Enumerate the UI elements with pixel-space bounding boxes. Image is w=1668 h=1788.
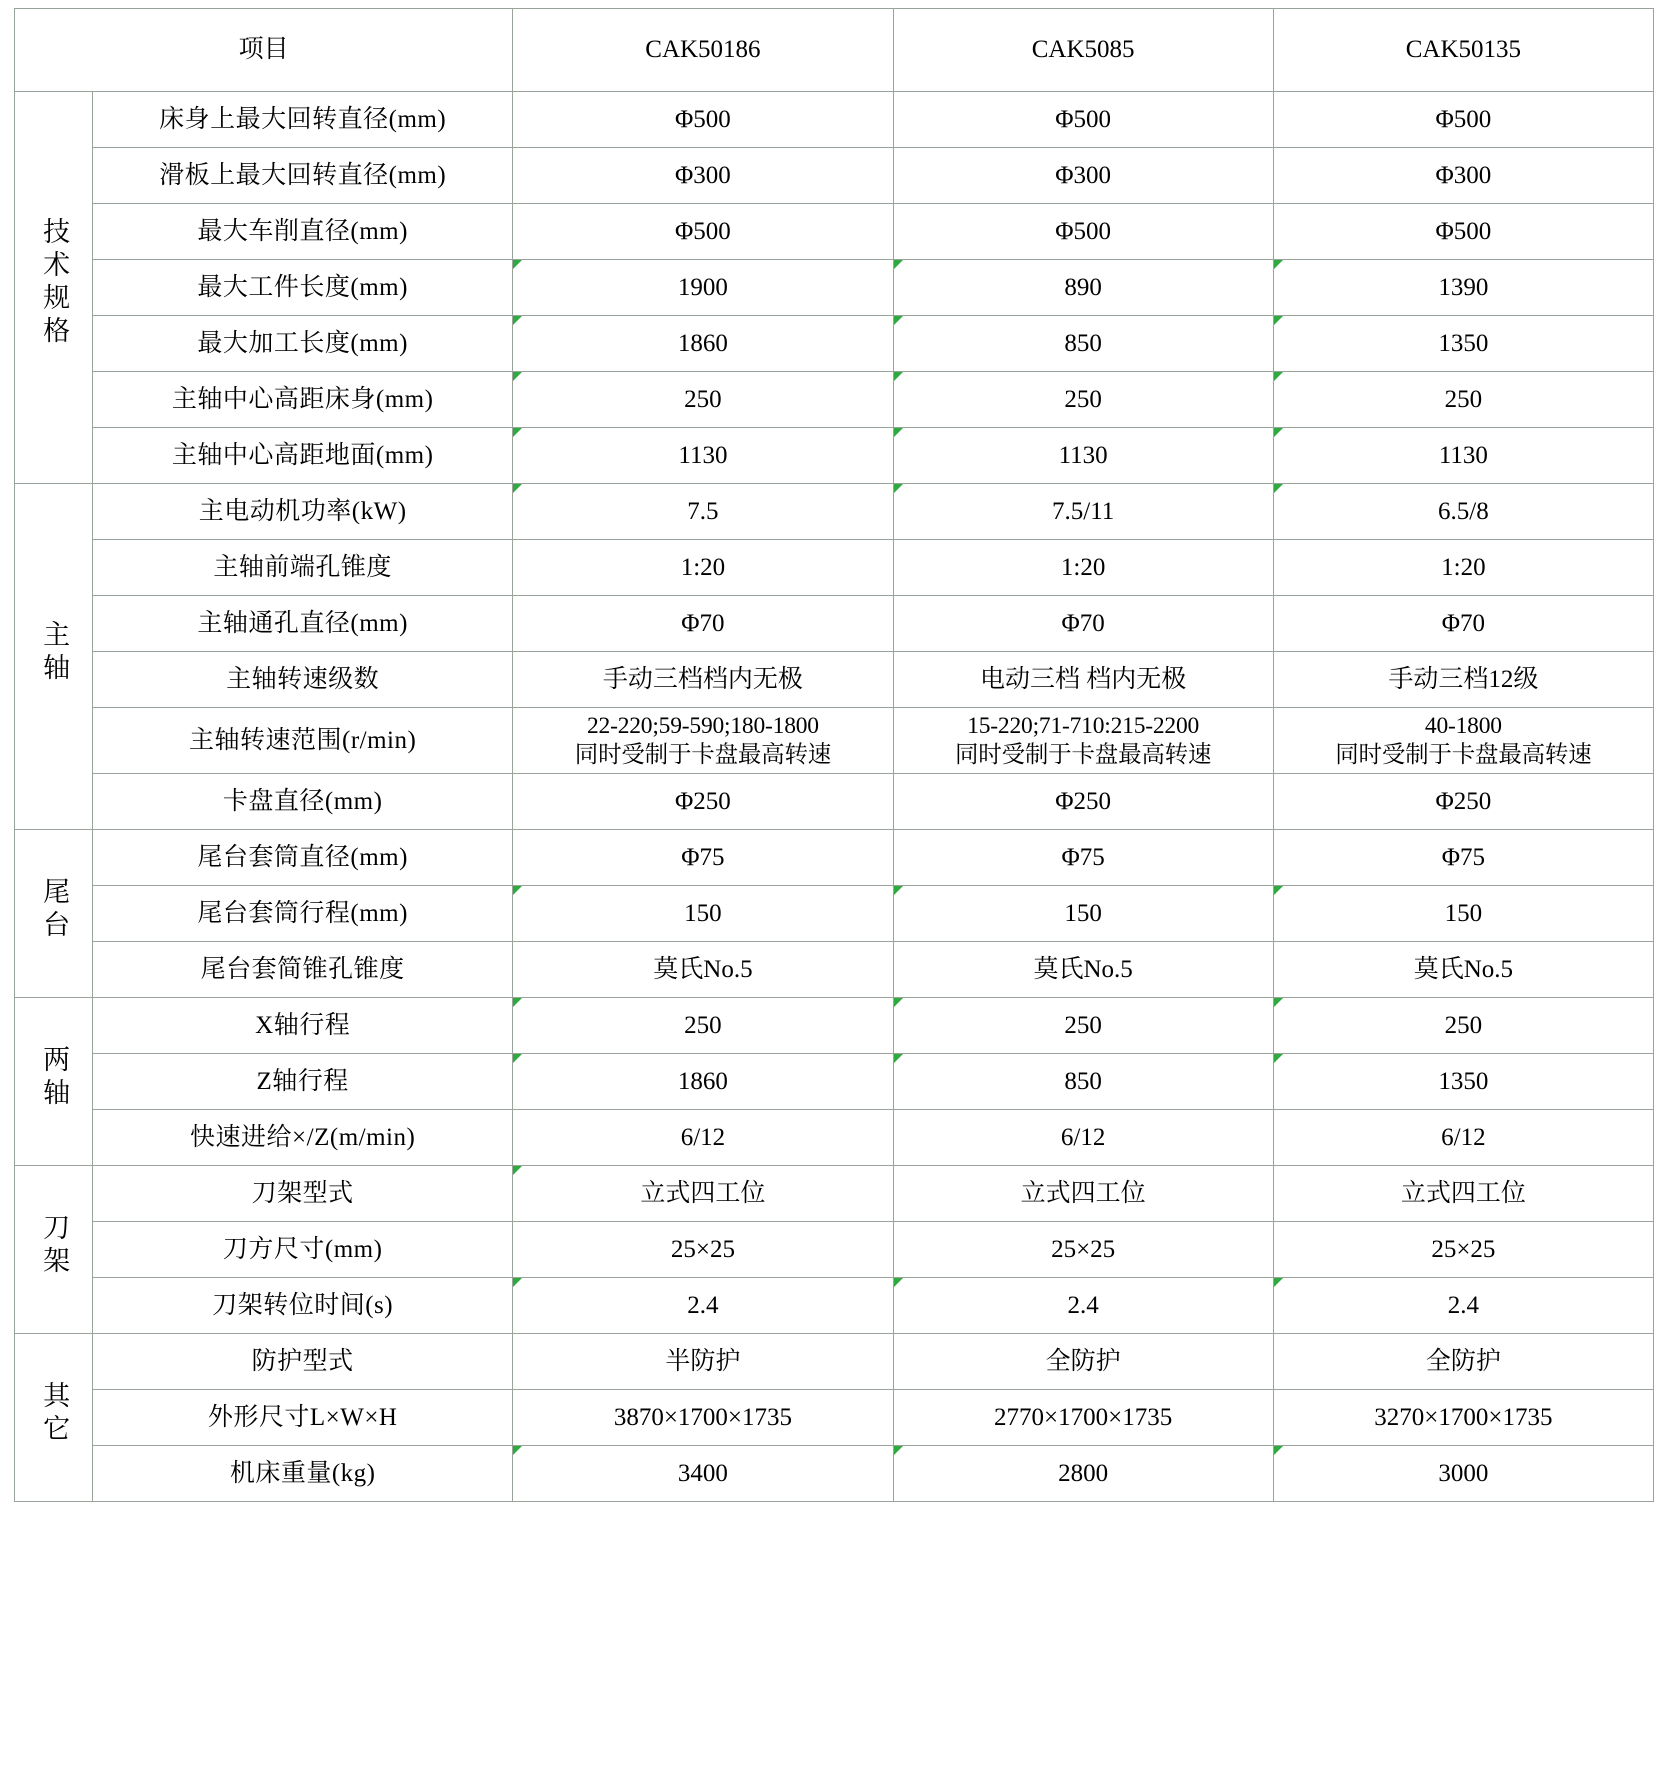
group-label-cell — [15, 830, 93, 998]
row-value-multiline — [1276, 712, 1651, 769]
group-label-cell — [15, 92, 93, 484]
header-cell-model: CAK50135 — [1273, 9, 1653, 92]
row-item-label: 主轴中心高距地面(mm) — [93, 428, 513, 484]
row-value-cell: 25×25 — [893, 1222, 1273, 1278]
row-value-cell: 3000 — [1273, 1446, 1653, 1502]
row-value-line: 22-220;59-590;180-1800 — [586, 713, 819, 739]
row-item-label: 主电动机功率(kW) — [93, 484, 513, 540]
row-value-cell: 2770×1700×1735 — [893, 1390, 1273, 1446]
row-value-cell: 6/12 — [513, 1110, 893, 1166]
group-label-cell — [15, 1166, 93, 1334]
row-value-cell: 莫氏No.5 — [1273, 942, 1653, 998]
row-value-cell: 1390 — [1273, 260, 1653, 316]
table-row — [15, 148, 1654, 204]
group-label: 其它 — [39, 1380, 70, 1447]
row-value-cell: 莫氏No.5 — [893, 942, 1273, 998]
group-label-cell — [15, 484, 93, 830]
row-value-cell: 3870×1700×1735 — [513, 1390, 893, 1446]
row-value-cell: 6/12 — [1273, 1110, 1653, 1166]
row-item-label: Z轴行程 — [93, 1054, 513, 1110]
row-item-label: 刀架型式 — [93, 1166, 513, 1222]
table-row — [15, 316, 1654, 372]
row-value-cell: 1130 — [893, 428, 1273, 484]
row-item-label: 最大车削直径(mm) — [93, 204, 513, 260]
table-row — [15, 484, 1654, 540]
row-item-label: X轴行程 — [93, 998, 513, 1054]
row-value-cell: Φ250 — [1273, 774, 1653, 830]
row-value-cell: 3270×1700×1735 — [1273, 1390, 1653, 1446]
table-row — [15, 596, 1654, 652]
row-item-label: 刀方尺寸(mm) — [93, 1222, 513, 1278]
table-row — [15, 92, 1654, 148]
row-value-cell — [513, 708, 893, 774]
row-value-cell: 全防护 — [1273, 1334, 1653, 1390]
row-value-cell: 7.5/11 — [893, 484, 1273, 540]
row-value-cell: Φ250 — [513, 774, 893, 830]
table-row — [15, 1278, 1654, 1334]
row-value-line: 15-220;71-710:215-2200 — [967, 713, 1200, 739]
specification-table — [14, 8, 1654, 1502]
row-item-label: 最大工件长度(mm) — [93, 260, 513, 316]
row-value-cell: 2.4 — [893, 1278, 1273, 1334]
row-item-label: 滑板上最大回转直径(mm) — [93, 148, 513, 204]
header-cell-model: CAK5085 — [893, 9, 1273, 92]
row-value-cell: 立式四工位 — [893, 1166, 1273, 1222]
table-row — [15, 428, 1654, 484]
row-value-cell: 手动三档档内无极 — [513, 652, 893, 708]
row-value-cell: Φ500 — [893, 204, 1273, 260]
row-value-cell: 1130 — [513, 428, 893, 484]
row-item-label: 主轴转速范围(r/min) — [93, 708, 513, 774]
table-row — [15, 1446, 1654, 1502]
row-value-cell: 1350 — [1273, 1054, 1653, 1110]
row-item-label: 快速进给×/Z(m/min) — [93, 1110, 513, 1166]
table-row — [15, 830, 1654, 886]
row-value-cell: 25×25 — [513, 1222, 893, 1278]
row-value-cell: 1:20 — [1273, 540, 1653, 596]
row-item-label: 机床重量(kg) — [93, 1446, 513, 1502]
table-row — [15, 372, 1654, 428]
group-label: 尾台 — [39, 876, 70, 943]
row-value-cell: Φ300 — [893, 148, 1273, 204]
row-value-cell: 850 — [893, 1054, 1273, 1110]
row-value-cell: 全防护 — [893, 1334, 1273, 1390]
row-value-cell: Φ500 — [1273, 92, 1653, 148]
group-label: 技术规格 — [39, 217, 70, 350]
row-value-cell: 莫氏No.5 — [513, 942, 893, 998]
row-value-cell: 250 — [1273, 998, 1653, 1054]
header-cell-model: CAK50186 — [513, 9, 893, 92]
table-header-row — [15, 9, 1654, 92]
group-label: 刀架 — [39, 1212, 70, 1279]
row-value-line: 同时受制于卡盘最高转速 — [574, 741, 832, 768]
row-value-cell: Φ500 — [513, 92, 893, 148]
table-row — [15, 1222, 1654, 1278]
row-value-line: 同时受制于卡盘最高转速 — [1335, 741, 1592, 768]
table-row — [15, 1166, 1654, 1222]
row-item-label: 主轴中心高距床身(mm) — [93, 372, 513, 428]
row-value-cell: 2.4 — [513, 1278, 893, 1334]
row-value-cell: 250 — [513, 998, 893, 1054]
row-value-cell: 850 — [893, 316, 1273, 372]
row-item-label: 防护型式 — [93, 1334, 513, 1390]
row-value-cell: Φ70 — [893, 596, 1273, 652]
row-value-line: 40-1800 — [1424, 713, 1502, 739]
row-value-cell: 7.5 — [513, 484, 893, 540]
row-value-cell: 手动三档12级 — [1273, 652, 1653, 708]
group-label: 两轴 — [39, 1044, 70, 1111]
row-value-cell: 25×25 — [1273, 1222, 1653, 1278]
row-item-label: 尾台套简锥孔锥度 — [93, 942, 513, 998]
row-value-cell: Φ500 — [513, 204, 893, 260]
group-label: 主轴 — [39, 619, 70, 686]
table-row — [15, 204, 1654, 260]
row-value-cell — [1273, 708, 1653, 774]
row-value-cell: 250 — [513, 372, 893, 428]
table-row — [15, 1390, 1654, 1446]
row-value-cell: Φ70 — [1273, 596, 1653, 652]
row-value-cell: 立式四工位 — [513, 1166, 893, 1222]
row-value-cell: 1350 — [1273, 316, 1653, 372]
row-item-label: 主轴通孔直径(mm) — [93, 596, 513, 652]
row-value-cell: 6.5/8 — [1273, 484, 1653, 540]
row-item-label: 尾台套筒直径(mm) — [93, 830, 513, 886]
table-row — [15, 540, 1654, 596]
row-value-cell: 6/12 — [893, 1110, 1273, 1166]
table-row — [15, 708, 1654, 774]
table-row — [15, 886, 1654, 942]
row-value-cell: 150 — [893, 886, 1273, 942]
row-value-cell: 电动三档 档内无极 — [893, 652, 1273, 708]
row-value-cell: 1860 — [513, 316, 893, 372]
row-value-multiline — [515, 712, 890, 769]
row-item-label: 卡盘直径(mm) — [93, 774, 513, 830]
table-row — [15, 260, 1654, 316]
row-value-cell: 150 — [1273, 886, 1653, 942]
header-cell-item: 项目 — [15, 9, 513, 92]
row-value-cell: 890 — [893, 260, 1273, 316]
row-value-cell — [893, 708, 1273, 774]
row-item-label: 刀架转位时间(s) — [93, 1278, 513, 1334]
row-item-label: 最大加工长度(mm) — [93, 316, 513, 372]
row-value-cell: Φ75 — [893, 830, 1273, 886]
row-item-label: 主轴前端孔锥度 — [93, 540, 513, 596]
row-value-cell: 1860 — [513, 1054, 893, 1110]
row-value-cell: 1900 — [513, 260, 893, 316]
table-row — [15, 1054, 1654, 1110]
table-row — [15, 1110, 1654, 1166]
row-value-cell: 1:20 — [893, 540, 1273, 596]
row-item-label: 尾台套筒行程(mm) — [93, 886, 513, 942]
row-value-cell: 1130 — [1273, 428, 1653, 484]
row-value-cell: 2.4 — [1273, 1278, 1653, 1334]
table-row — [15, 774, 1654, 830]
row-value-cell: 250 — [893, 372, 1273, 428]
row-value-cell: Φ250 — [893, 774, 1273, 830]
row-value-cell: Φ500 — [1273, 204, 1653, 260]
row-value-cell: Φ75 — [513, 830, 893, 886]
table-row — [15, 1334, 1654, 1390]
row-item-label: 外形尺寸L×W×H — [93, 1390, 513, 1446]
row-value-cell: 250 — [893, 998, 1273, 1054]
row-value-cell: 2800 — [893, 1446, 1273, 1502]
row-value-cell: 3400 — [513, 1446, 893, 1502]
group-label-cell — [15, 998, 93, 1166]
table-row — [15, 652, 1654, 708]
table-row — [15, 942, 1654, 998]
row-value-cell: 1:20 — [513, 540, 893, 596]
row-value-cell: 250 — [1273, 372, 1653, 428]
row-value-cell: 半防护 — [513, 1334, 893, 1390]
row-value-cell: Φ75 — [1273, 830, 1653, 886]
row-value-cell: 立式四工位 — [1273, 1166, 1653, 1222]
row-value-multiline — [896, 712, 1271, 769]
row-item-label: 床身上最大回转直径(mm) — [93, 92, 513, 148]
group-label-cell — [15, 1334, 93, 1502]
row-value-cell: 150 — [513, 886, 893, 942]
table-row — [15, 998, 1654, 1054]
row-item-label: 主轴转速级数 — [93, 652, 513, 708]
row-value-cell: Φ300 — [513, 148, 893, 204]
row-value-cell: Φ500 — [893, 92, 1273, 148]
row-value-cell: Φ300 — [1273, 148, 1653, 204]
row-value-cell: Φ70 — [513, 596, 893, 652]
row-value-line: 同时受制于卡盘最高转速 — [954, 741, 1212, 768]
